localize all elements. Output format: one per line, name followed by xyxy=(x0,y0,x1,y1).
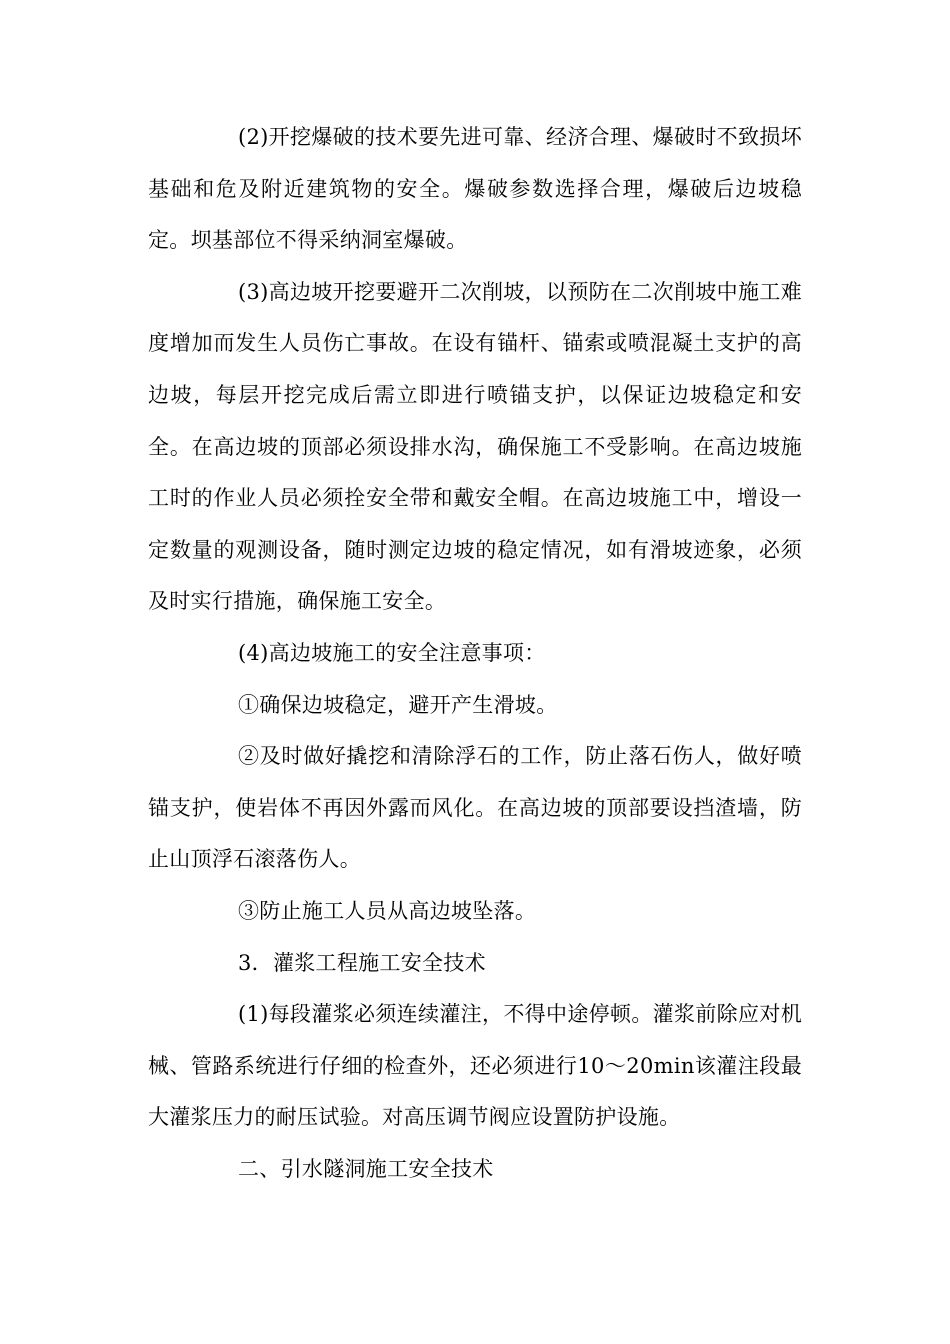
paragraph-high-slope-precautions-heading: (4)高边坡施工的安全注意事项： xyxy=(238,640,546,665)
paragraph-grouting-continuous: (1)每段灌浆必须连续灌注，不得中途停顿。灌浆前除应对机械、管路系统进行仔细的检查外，还必须进行10～20min该灌注段最大灌浆压力的耐压试验。对高压调节阀应设置防护设施。 xyxy=(148,1002,802,1130)
list-item-slope-stability: ①确保边坡稳定，避开产生滑坡。 xyxy=(238,692,558,717)
section-heading-diversion-tunnel: 二、引水隧洞施工安全技术 xyxy=(238,1156,494,1181)
list-item-fall-prevention: ③防止施工人员从高边坡坠落。 xyxy=(238,898,537,923)
section-heading-grouting: 3．灌浆工程施工安全技术 xyxy=(238,950,486,975)
document-body xyxy=(148,112,802,1195)
paragraph-blasting-technique: (2)开挖爆破的技术要先进可靠、经济合理、爆破时不致损坏基础和危及附近建筑物的安全。爆破参数选择合理，爆破后边坡稳定。坝基部位不得采纳洞室爆破。 xyxy=(148,125,802,253)
list-item-loose-rock-removal: ②及时做好撬挖和清除浮石的工作，防止落石伤人，做好喷锚支护，使岩体不再因外露而风化。在高边坡的顶部要设挡渣墙，防止山顶浮石滚落伤人。 xyxy=(148,744,802,872)
paragraph-high-slope-excavation: (3)高边坡开挖要避开二次削坡，以预防在二次削坡中施工难度增加而发生人员伤亡事故。在设有锚杆、锚索或喷混凝土支护的高边坡，每层开挖完成后需立即进行喷锚支护，以保证边坡稳定和安全。在高边坡的顶部必须设排水沟，确保施工不受影响。在高边坡施工时的作业人员必须拴安全带和戴安全帽。在高边坡施工中，增设一定数量的观测设备，随时测定边坡的稳定情况，如有滑坡迹象，必须及时实行措施，确保施工安全。 xyxy=(148,279,802,614)
